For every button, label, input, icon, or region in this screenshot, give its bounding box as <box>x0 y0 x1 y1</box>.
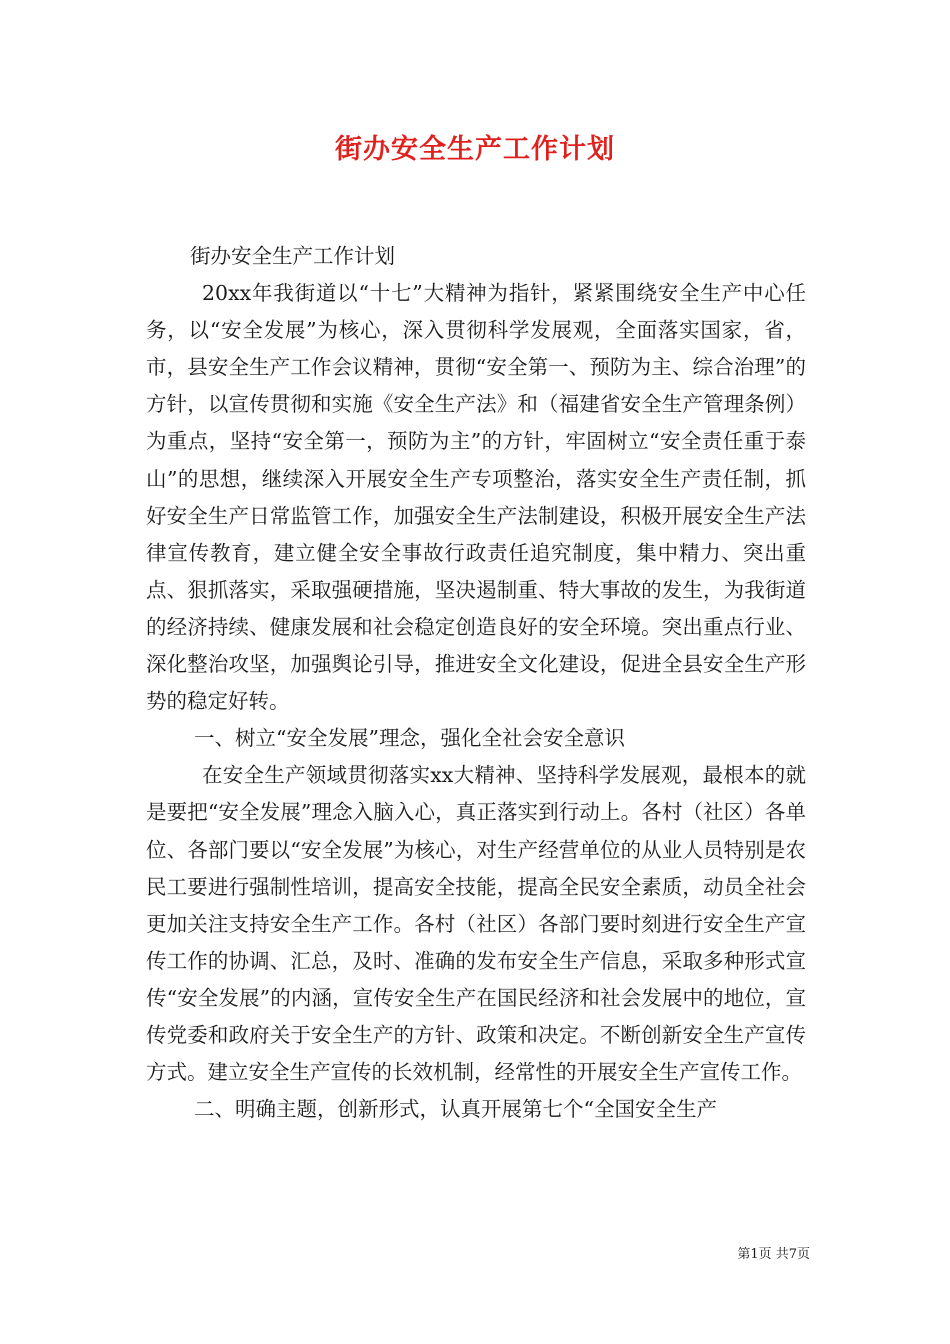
document-subtitle: 街办安全生产工作计划 <box>190 244 395 268</box>
page-title: 街办安全生产工作计划 <box>335 134 615 165</box>
document-body <box>146 238 806 1128</box>
section-1-heading: 一、树立“安全发展”理念，强化全社会安全意识 <box>194 726 625 751</box>
section-1-paragraph: 在安全生产领域贯彻落实xx大精神、坚持科学发展观，最根本的就是要把“安全发展”理念入脑入心，真正落实到行动上。各村（社区）各单位、各部门要以“安全发展”为核心，对生产经营单位的从业人员特别是农民工要进行强制性培训，提高安全技能，提高全民安全素质，动员全社会更加关注支持安全生产工作。各村（社区）各部门要时刻进行安全生产宣传工作的协调、汇总，及时、准确的发布安全生产信息，采取多种形式宣传“安全发展”的内涵，宣传安全生产在国民经济和社会发展中的地位，宣传党委和政府关于安全生产的方针、政策和决定。不断创新安全生产宣传方式。建立安全生产宣传的长效机制，经常性的开展安全生产宣传工作。 <box>146 763 806 1085</box>
section-2-heading: 二、明确主题，创新形式，认真开展第七个“全国安全生产 <box>194 1097 717 1122</box>
page-number: 第1页 共7页 <box>737 1247 810 1262</box>
intro-paragraph: 20xx年我街道以“十七”大精神为指针，紧紧围绕安全生产中心任务，以“安全发展”为核心，深入贯彻科学发展观，全面落实国家，省，市，县安全生产工作会议精神，贯彻“安全第一、预防为主、综合治理”的方针，以宣传贯彻和实施《安全生产法》和（福建省安全生产管理条例）为重点，坚持“安全第一，预防为主”的方针，牢固树立“安全责任重于泰山”的思想，继续深入开展安全生产专项整治，落实安全生产责任制，抓好安全生产日常监管工作，加强安全生产法制建设，积极开展安全生产法律宣传教育，建立健全安全事故行政责任追究制度，集中精力、突出重点、狠抓落实，采取强硬措施，坚决遏制重、特大事故的发生，为我街道的经济持续、健康发展和社会稳定创造良好的安全环境。突出重点行业、深化整治攻坚，加强舆论引导，推进安全文化建设，促进全县安全生产形势的稳定好转。 <box>146 281 806 714</box>
